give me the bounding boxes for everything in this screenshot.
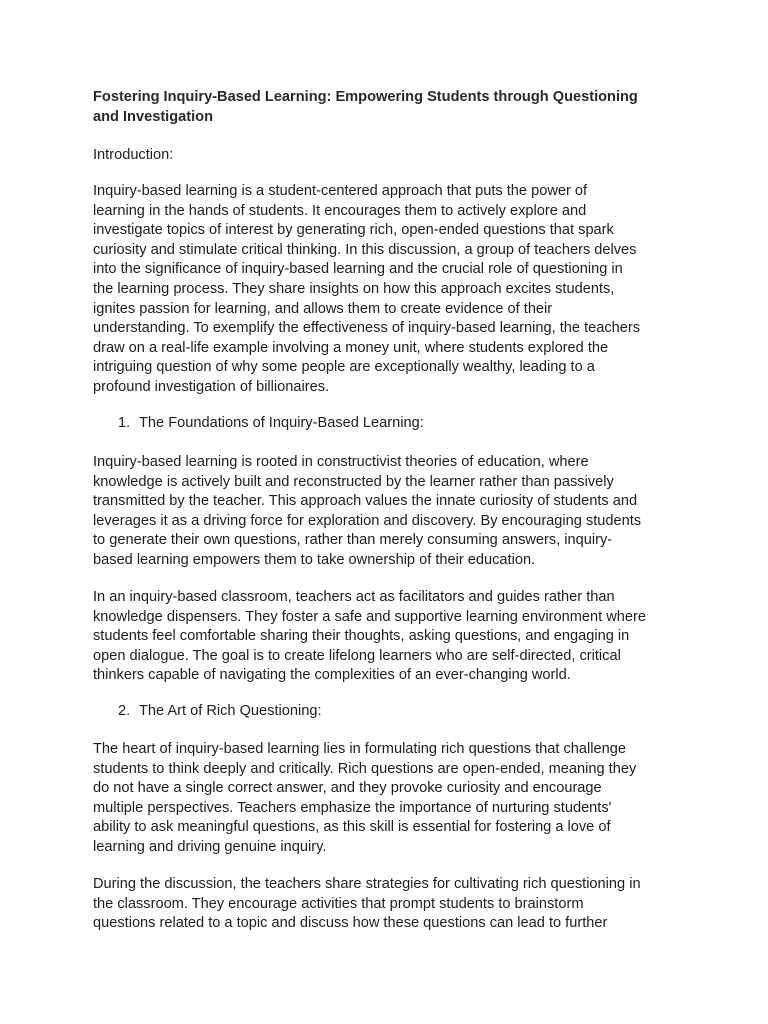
text-line: understanding. To exemplify the effectiveness of inquiry-based learning, the teachers — [93, 320, 641, 337]
paragraph-foundations-1 — [93, 453, 641, 571]
text-line: to generate their own questions, rather than merely consuming answers, inquiry- — [93, 532, 613, 549]
text-line: ability to ask meaningful questions, as this skill is essential for fostering a love of — [93, 819, 611, 836]
section-heading-1 — [118, 414, 424, 434]
list-number: 2. — [118, 703, 131, 719]
text-line: The heart of inquiry-based learning lies in formulating rich questions that challenge — [93, 741, 626, 757]
text-line: leverages it as a driving force for exploration and discovery. By encouraging students — [93, 512, 642, 529]
paragraph-foundations-2 — [93, 588, 646, 686]
text-line: profound investigation of billionaires. — [93, 378, 330, 395]
text-line: knowledge dispensers. They foster a safe and supportive learning environment where — [93, 608, 646, 625]
title-line: and Investigation — [93, 108, 214, 125]
text-line: students to think deeply and critically. Rich questions are open-ended, meaning they — [93, 760, 637, 777]
text-line: knowledge is actively built and reconstructed by the learner rather than passively — [93, 473, 614, 490]
section-label: The Foundations of Inquiry-Based Learning: — [139, 415, 424, 431]
text-line: based learning empowers them to take ownership of their education. — [93, 551, 536, 568]
list-number: 1. — [118, 415, 131, 431]
text-line: into the significance of inquiry-based learning and the crucial role of questioning in — [93, 261, 623, 278]
intro-heading: Introduction: — [93, 147, 174, 163]
text-line: open dialogue. The goal is to create lifelong learners who are self-directed, critical — [93, 647, 621, 664]
document-title — [93, 88, 638, 127]
paragraph-intro — [93, 182, 640, 398]
text-line: curiosity and stimulate critical thinking. In this discussion, a group of teachers delves — [93, 241, 637, 258]
text-line: thinkers capable of navigating the complexities of an ever-changing world. — [93, 667, 571, 684]
text-line: transmitted by the teacher. This approach values the innate curiosity of students and — [93, 493, 638, 510]
text-line: learning in the hands of students. It encourages them to actively explore and — [93, 202, 587, 219]
text-line: ignites passion for learning, and allows them to create evidence of their — [93, 300, 553, 317]
text-line: multiple perspectives. Teachers emphasize the importance of nurturing students' — [93, 799, 612, 816]
paragraph-questioning-2 — [93, 875, 641, 934]
text-line: learning and driving genuine inquiry. — [93, 838, 327, 855]
text-line: During the discussion, the teachers share strategies for cultivating rich questioning in — [93, 876, 641, 892]
text-line: intriguing question of why some people are exceptionally wealthy, leading to a — [93, 359, 595, 376]
text-line: investigate topics of interest by generating rich, open-ended questions that spark — [93, 222, 614, 239]
text-line: do not have a single correct answer, and they provoke curiosity and encourage — [93, 780, 602, 797]
paragraph-questioning-1 — [93, 740, 636, 858]
text-line: draw on a real-life example involving a money unit, where students explored the — [93, 339, 609, 356]
section-label: The Art of Rich Questioning: — [139, 703, 322, 719]
text-line: the classroom. They encourage activities that prompt students to brainstorm — [93, 895, 584, 912]
text-line: In an inquiry-based classroom, teachers act as facilitators and guides rather than — [93, 589, 615, 605]
title-line: Fostering Inquiry-Based Learning: Empowering Students through Questioning — [93, 89, 638, 105]
text-line: Inquiry-based learning is rooted in constructivist theories of education, where — [93, 454, 589, 470]
text-line: questions related to a topic and discuss how these questions can lead to further — [93, 915, 608, 932]
section-heading-2 — [118, 702, 322, 722]
text-line: students feel comfortable sharing their thoughts, asking questions, and engaging in — [93, 628, 630, 645]
text-line: the learning process. They share insights on how this approach excites students, — [93, 280, 615, 297]
text-line: Inquiry-based learning is a student-centered approach that puts the power of — [93, 183, 588, 199]
